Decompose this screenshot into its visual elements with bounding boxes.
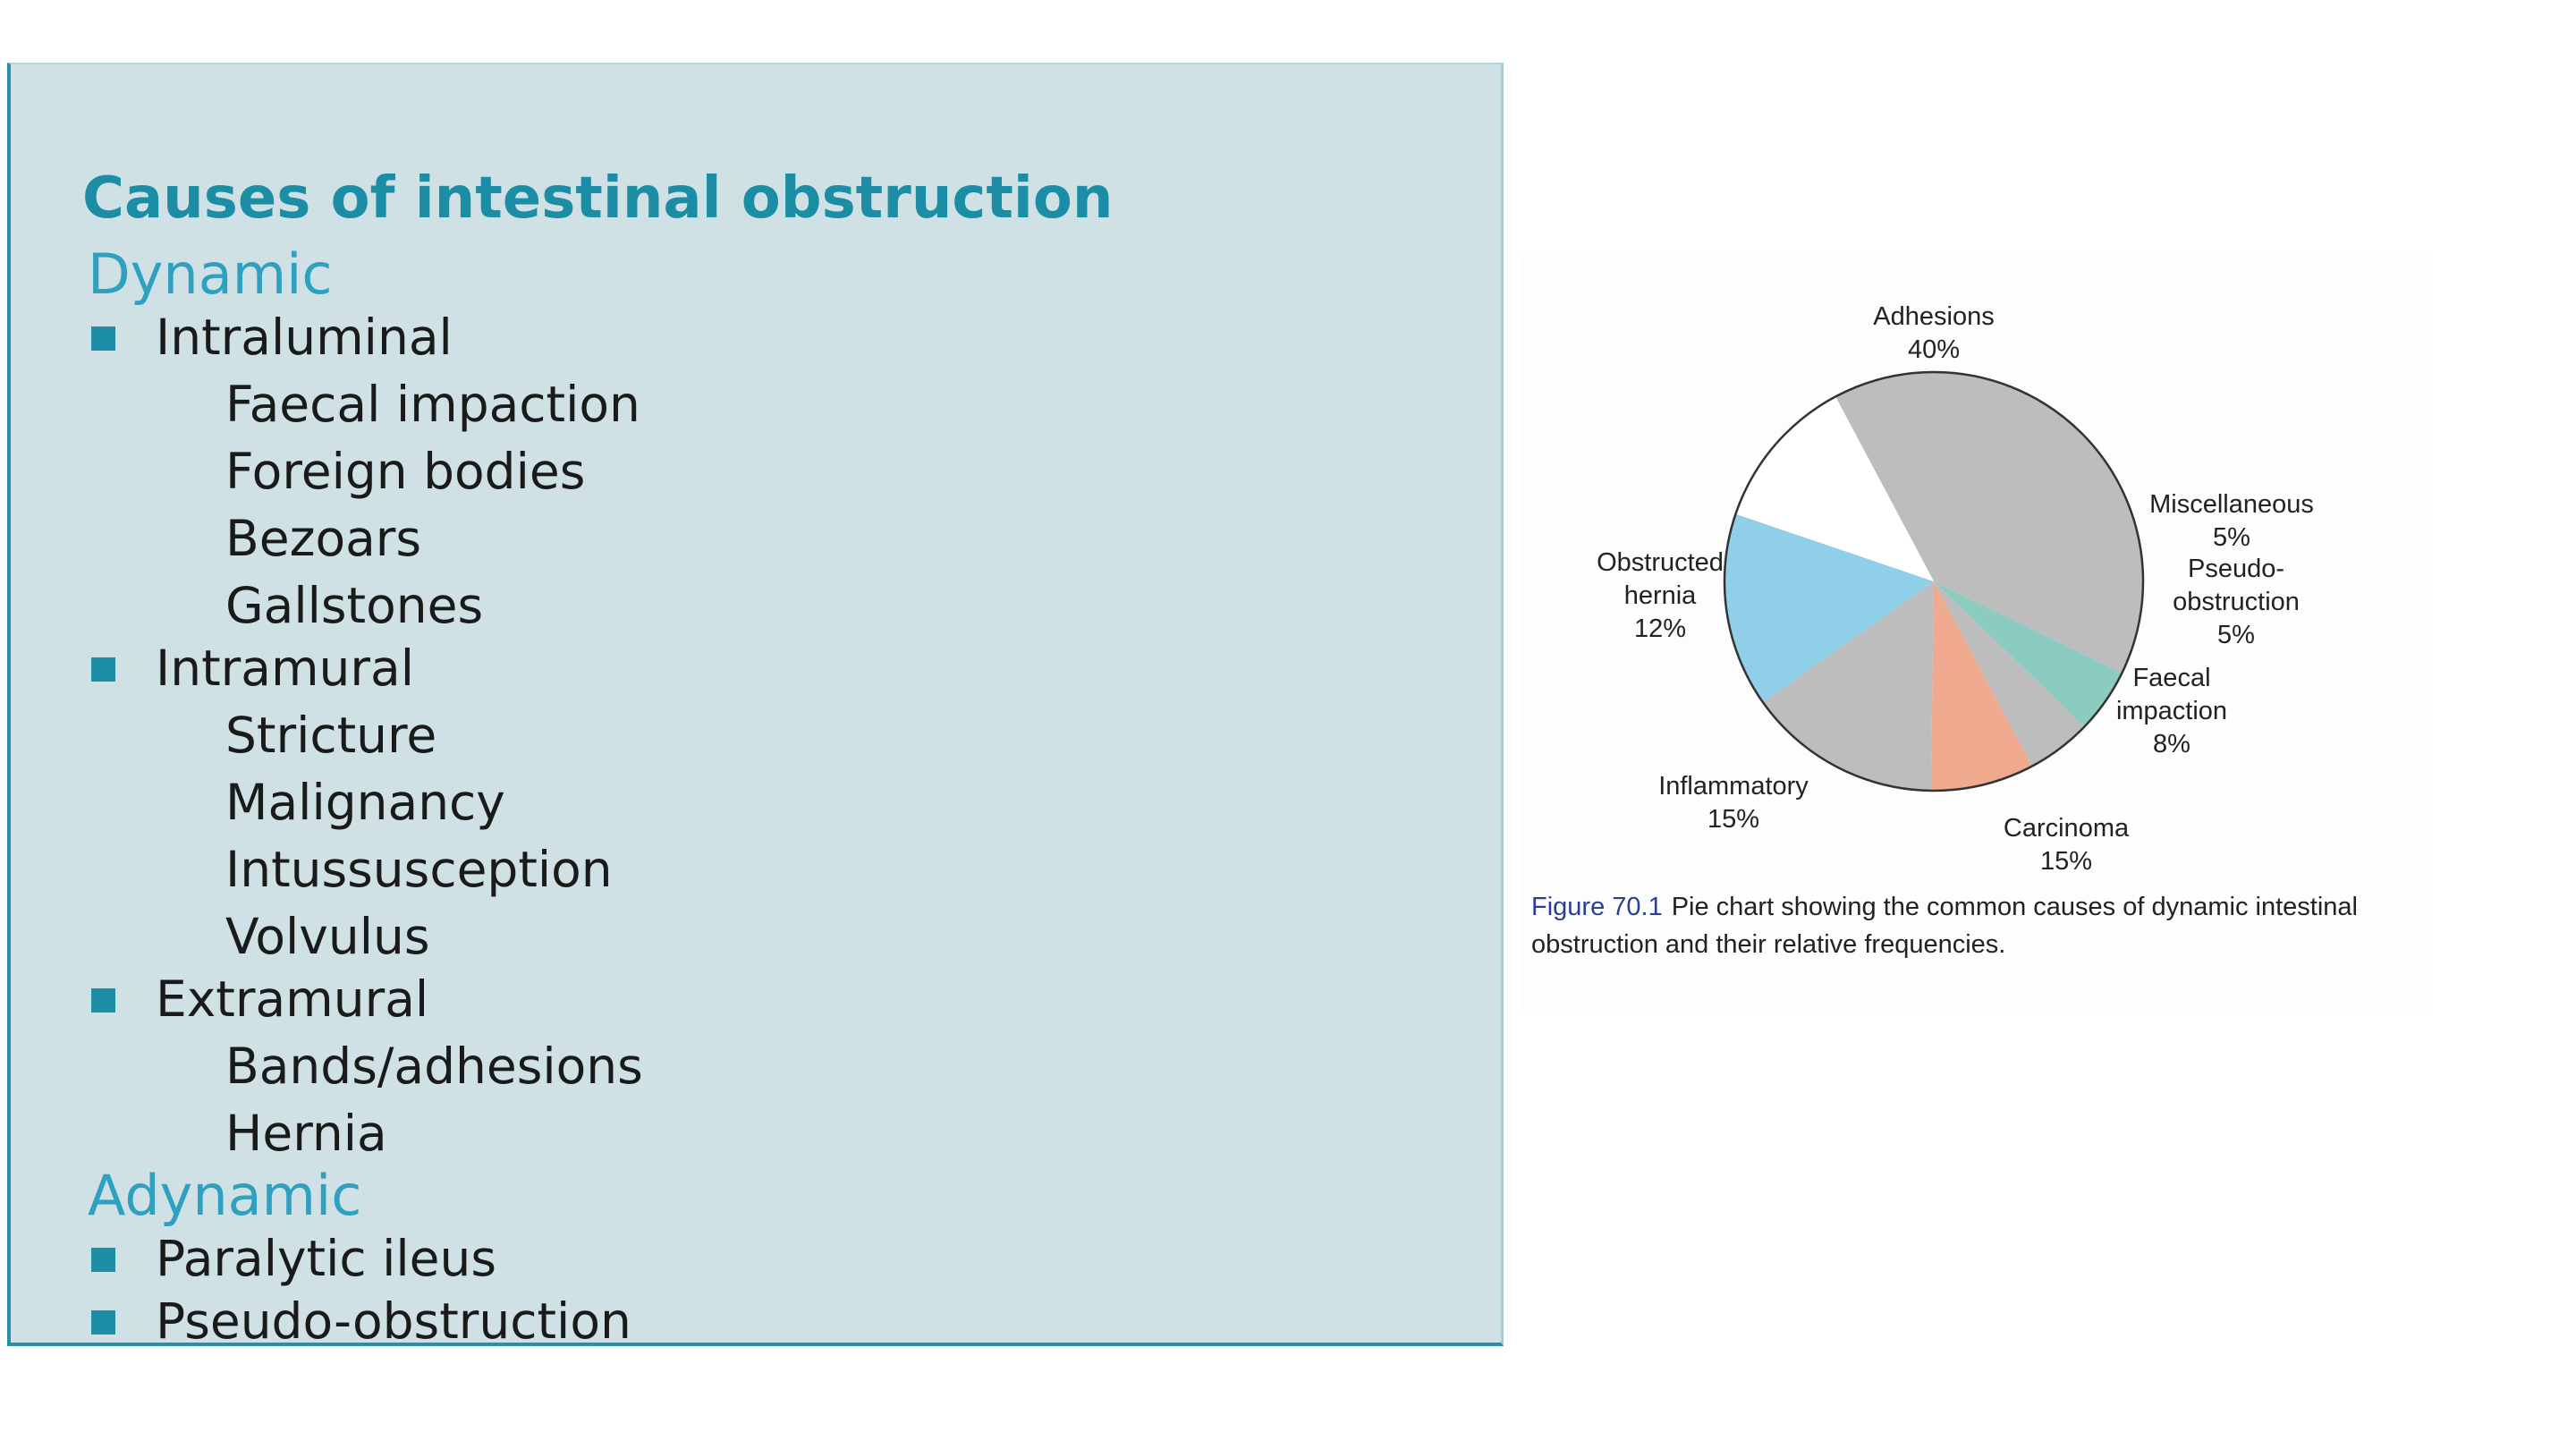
- square-bullet-icon: [91, 1248, 115, 1272]
- pie-label-line: 15%: [1707, 805, 1760, 834]
- pie-label-line: Inflammatory: [1658, 772, 1809, 801]
- sub-item: [225, 704, 436, 767]
- pie-label-line: 15%: [2039, 847, 2093, 876]
- item-text: Paralytic ileus: [156, 1230, 497, 1287]
- pie-label-line: hernia: [1623, 581, 1697, 610]
- pie-label-line: impaction: [2115, 697, 2228, 725]
- sub-item: [225, 440, 585, 503]
- pie-label-line: Faecal: [2132, 664, 2211, 692]
- item-text: Pseudo-obstruction: [156, 1292, 631, 1350]
- square-bullet-icon: [91, 1310, 115, 1335]
- item-text: Malignancy: [225, 774, 505, 831]
- pie-label-line: Obstructed: [1597, 548, 1724, 577]
- section-heading: [88, 1165, 361, 1227]
- pie-chart: [1521, 253, 2433, 879]
- item-text: Stricture: [225, 707, 437, 764]
- item-text: Volvulus: [225, 908, 430, 965]
- item-text: Dynamic: [88, 242, 333, 307]
- sub-item: [225, 838, 613, 901]
- figure-caption-text: Pie chart showing the common causes of dynamic intestinal obstruction and their relative frequencies.: [1531, 893, 2358, 959]
- pie-label-line: 40%: [1907, 335, 1961, 364]
- sub-item: [225, 905, 430, 968]
- square-bullet-icon: [91, 988, 115, 1013]
- pie-label-line: Carcinoma: [2003, 814, 2130, 843]
- pie-label: [1597, 548, 1724, 643]
- pie-label: [2149, 490, 2314, 552]
- causes-panel: [7, 63, 1504, 1350]
- square-bullet-icon: [91, 326, 115, 351]
- pie-label: [2004, 814, 2130, 876]
- figure-caption: [1531, 888, 2417, 963]
- bullet-item: [156, 1227, 496, 1290]
- item-text: Faecal impaction: [225, 376, 640, 433]
- item-text: Adynamic: [88, 1163, 362, 1228]
- item-text: Foreign bodies: [225, 443, 586, 500]
- pie-label-line: obstruction: [2173, 588, 2300, 616]
- sub-item: [225, 574, 483, 637]
- pie-label: [1873, 302, 1994, 364]
- section-heading: [88, 243, 332, 306]
- pie-label: [2116, 664, 2227, 758]
- item-text: Extramural: [156, 970, 429, 1028]
- item-text: Gallstones: [225, 577, 484, 634]
- item-text: Bands/adhesions: [225, 1038, 643, 1095]
- pie-label-line: Adhesions: [1873, 302, 1995, 331]
- sub-item: [225, 373, 640, 436]
- pie-label-line: Miscellaneous: [2149, 490, 2314, 519]
- pie-label: [2173, 555, 2300, 649]
- item-text: Hernia: [225, 1105, 387, 1162]
- sub-item: [225, 1102, 387, 1165]
- square-bullet-icon: [91, 657, 115, 682]
- pie-label: [1658, 772, 1809, 834]
- sub-item: [225, 1035, 643, 1097]
- pie-figure: [1521, 253, 2433, 1013]
- bullet-item: [156, 968, 428, 1030]
- item-text: Intramural: [156, 640, 414, 697]
- pie-label-line: 8%: [2153, 730, 2190, 758]
- item-text: Bezoars: [225, 510, 422, 567]
- figure-number: Figure 70.1: [1531, 893, 1663, 921]
- bullet-item: [156, 637, 414, 699]
- sub-item: [225, 507, 421, 570]
- bullet-item: [156, 306, 453, 369]
- panel-title: Causes of intestinal obstruction: [82, 165, 1114, 232]
- bullet-item: [156, 1290, 631, 1352]
- item-text: Intussusception: [225, 841, 613, 898]
- pie-label-line: 5%: [2217, 621, 2255, 649]
- sub-item: [225, 771, 505, 834]
- pie-label-line: 5%: [2213, 523, 2250, 552]
- pie-label-line: Pseudo-: [2187, 555, 2285, 583]
- item-text: Intraluminal: [156, 309, 453, 366]
- pie-label-line: 12%: [1633, 614, 1687, 643]
